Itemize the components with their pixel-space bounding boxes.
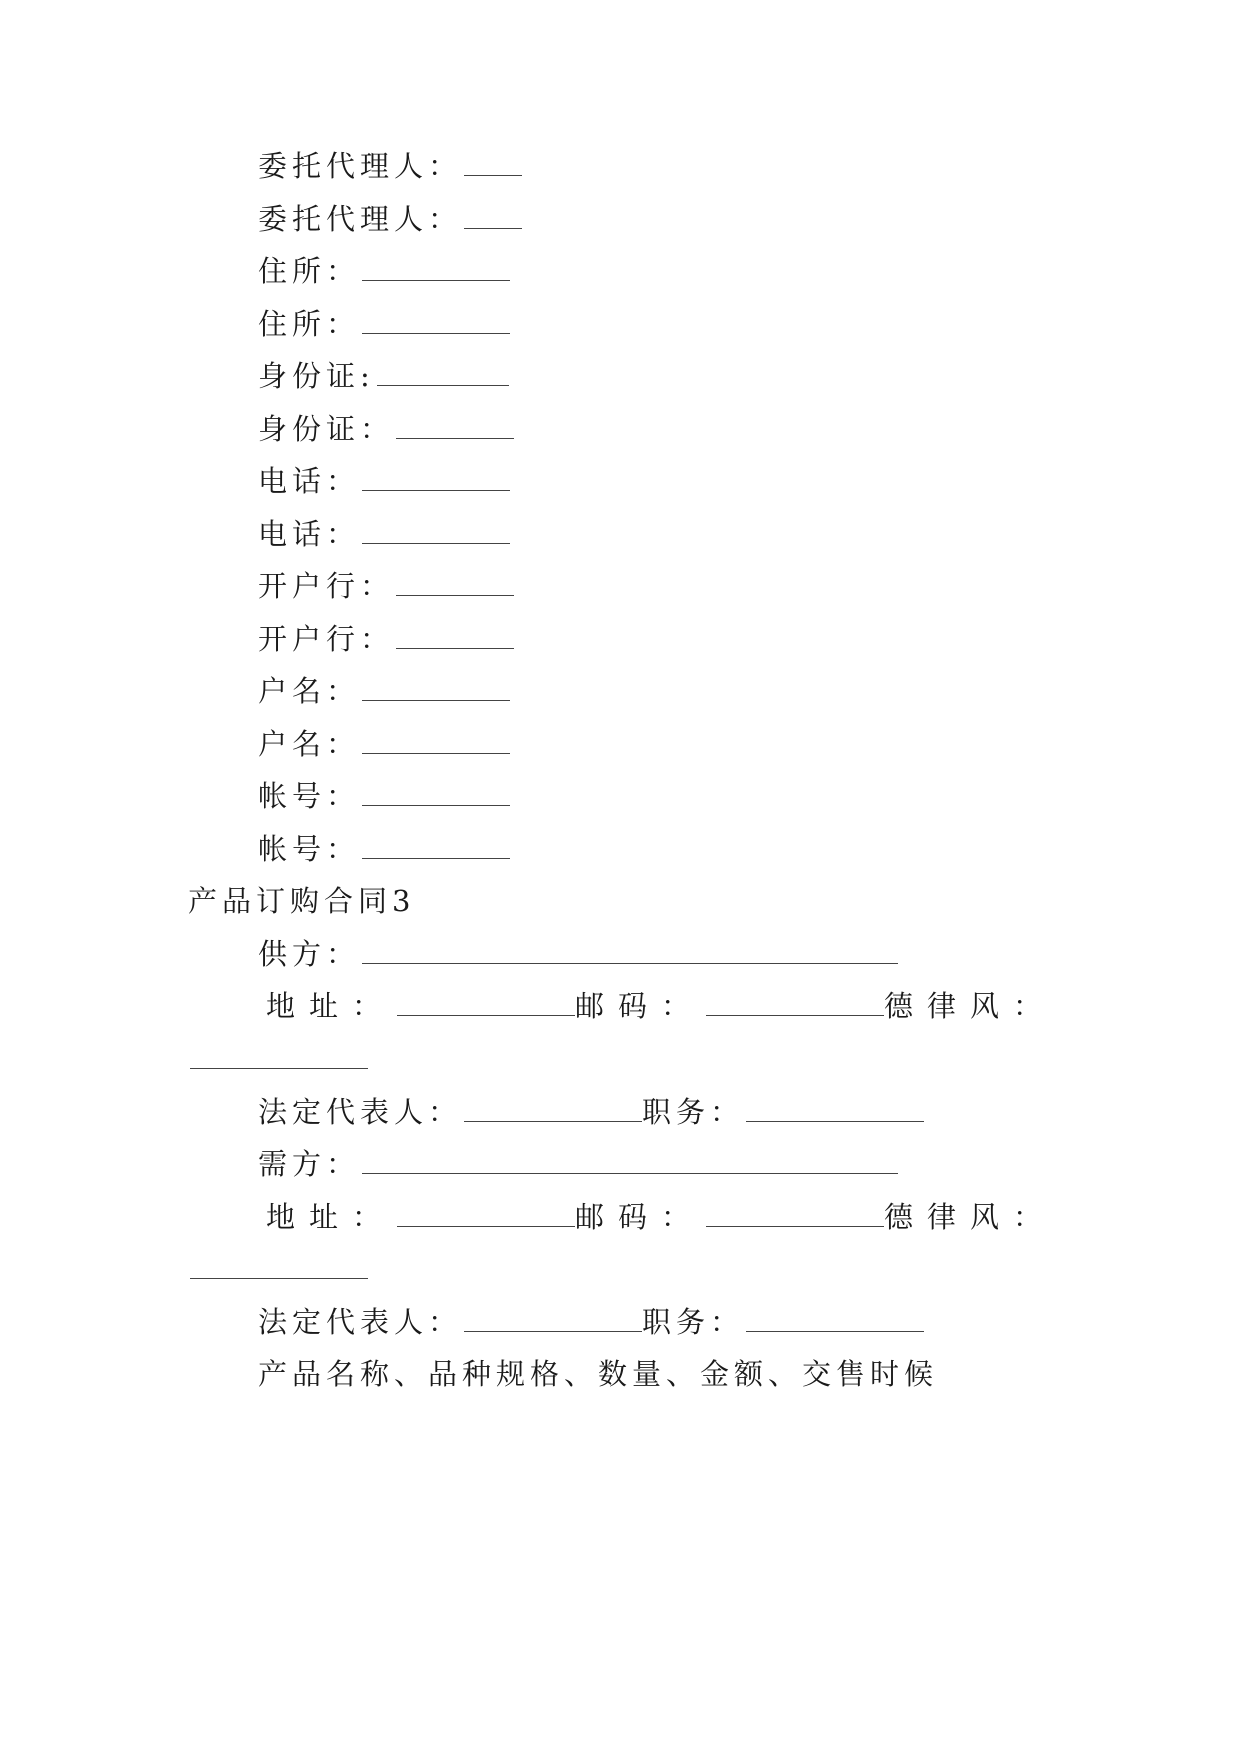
delufeng-label: 德律风： [884,1200,1057,1234]
field-label: 委托代理人： [258,202,463,236]
fill-blank[interactable] [396,626,514,649]
product-heading: 产品名称、品种规格、数量、金额、交售时候 [258,1357,939,1391]
delufeng-label: 德律风： [884,989,1057,1023]
account-name-line-2 [258,726,510,762]
supplier-delufeng-blank-line [188,1041,368,1077]
supplier-blank[interactable] [362,941,898,964]
phone-line-1 [258,463,510,499]
address-line-1 [258,253,510,289]
id-line-1 [258,358,509,394]
rep-blank[interactable] [464,1099,642,1122]
fill-blank[interactable] [464,206,522,229]
fill-blank[interactable] [396,416,514,439]
fill-blank[interactable] [362,258,510,281]
bank-line-2 [258,621,514,657]
account-name-line-1 [258,673,510,709]
delegate-line-1 [258,148,522,184]
field-label: 户名： [258,674,361,708]
fill-blank[interactable] [362,783,510,806]
section-title: 产品订购合同3 [188,884,416,918]
address-label: 地址： [266,1200,396,1234]
field-label: 帐号： [258,832,361,866]
buyer-blank[interactable] [362,1151,898,1174]
field-label: 开户行： [258,569,395,603]
fill-blank[interactable] [362,731,510,754]
field-label: 住所： [258,307,361,341]
rep-label: 法定代表人： [258,1305,463,1339]
buyer-line [258,1146,898,1182]
field-label: 委托代理人： [258,149,463,183]
field-label: 帐号： [258,779,361,813]
field-label: 电话： [258,517,361,551]
field-label: 开户行： [258,622,395,656]
position-label: 职务： [642,1095,745,1129]
buyer-rep-line [258,1304,924,1340]
field-label: 身份证: [258,359,375,393]
supplier-contact-line [266,988,1056,1024]
fill-blank[interactable] [362,521,510,544]
fill-blank[interactable] [464,153,522,176]
position-blank[interactable] [746,1309,924,1332]
fill-blank[interactable] [396,573,514,596]
rep-blank[interactable] [464,1309,642,1332]
postcode-label: 邮码： [575,989,705,1023]
phone-line-2 [258,516,510,552]
address-line-2 [258,306,510,342]
position-blank[interactable] [746,1099,924,1122]
field-label: 电话： [258,464,361,498]
delegate-line-2 [258,201,522,237]
supplier-rep-line [258,1094,924,1130]
supplier-label: 供方： [258,937,361,971]
field-label: 住所： [258,254,361,288]
buyer-delufeng-blank-line [188,1251,368,1287]
delufeng-blank[interactable] [190,1256,368,1279]
buyer-label: 需方： [258,1147,361,1181]
address-blank[interactable] [397,1204,575,1227]
postcode-blank[interactable] [706,1204,884,1227]
postcode-label: 邮码： [575,1200,705,1234]
address-label: 地址： [266,989,396,1023]
field-label: 户名： [258,727,361,761]
account-number-line-2 [258,831,510,867]
fill-blank[interactable] [362,311,510,334]
buyer-contact-line [266,1199,1056,1235]
fill-blank[interactable] [362,468,510,491]
fill-blank[interactable] [362,678,510,701]
address-blank[interactable] [397,993,575,1016]
rep-label: 法定代表人： [258,1095,463,1129]
postcode-blank[interactable] [706,993,884,1016]
delufeng-blank[interactable] [190,1046,368,1069]
position-label: 职务： [642,1305,745,1339]
fill-blank[interactable] [377,363,509,386]
supplier-line [258,936,898,972]
fill-blank[interactable] [362,836,510,859]
account-number-line-1 [258,778,510,814]
id-line-2 [258,411,514,447]
bank-line-1 [258,568,514,604]
field-label: 身份证： [258,412,395,446]
